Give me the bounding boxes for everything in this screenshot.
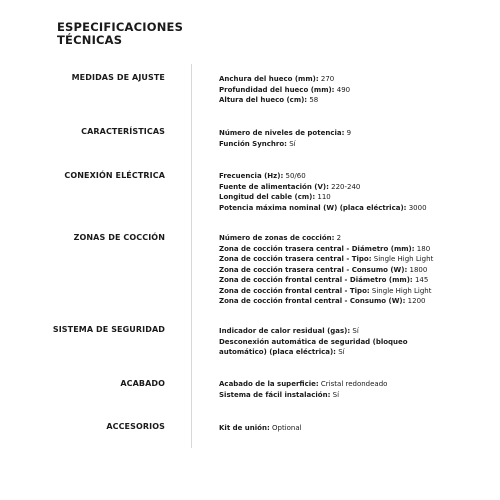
spec-row: [219, 128, 459, 139]
spec-row: [219, 296, 459, 307]
spec-list: [219, 171, 459, 213]
spec-value: 220-240: [331, 182, 361, 191]
section-label: CONEXIÓN ELÉCTRICA: [64, 171, 165, 180]
spec-row: [219, 85, 459, 96]
spec-row: [219, 182, 459, 193]
spec-row: [219, 74, 459, 85]
spec-row: [219, 337, 444, 358]
spec-value: Sí: [332, 390, 340, 399]
spec-value: 3000: [408, 203, 427, 212]
spec-key: Número de niveles de potencia:: [219, 129, 345, 137]
spec-key: Fuente de alimentación (V):: [219, 182, 329, 191]
spec-value: Single High Light: [373, 255, 434, 263]
spec-key: Zona de cocción trasera central - Consumo (W):: [219, 265, 408, 274]
section-label: SISTEMA DE SEGURIDAD: [52, 325, 165, 334]
spec-value: 180: [416, 244, 431, 253]
spec-key: Profundidad del hueco (mm):: [219, 85, 335, 94]
spec-row: [219, 95, 459, 106]
spec-value: Single High Light: [371, 286, 432, 295]
spec-key: Indicador de calor residual (gas):: [219, 327, 351, 335]
spec-key: Frecuencia (Hz):: [219, 172, 284, 180]
section-label: ACABADO: [120, 379, 165, 388]
spec-value: Optional: [272, 424, 302, 432]
spec-list: [219, 128, 459, 149]
spec-value: 9: [346, 129, 352, 137]
section-label: CARACTERÍSTICAS: [81, 127, 165, 136]
spec-value: Cristal redondeado: [320, 380, 388, 388]
section-label: MEDIDAS DE AJUSTE: [71, 73, 165, 82]
spec-value: 50/60: [285, 172, 306, 180]
spec-key: Altura del hueco (cm):: [219, 96, 308, 104]
spec-value: 490: [336, 85, 351, 94]
spec-row: [219, 171, 459, 182]
spec-value: 270: [320, 75, 335, 83]
spec-value: Sí: [338, 348, 345, 356]
spec-value: 2: [336, 234, 342, 242]
spec-key: Potencia máxima nominal (W) (placa eléctrica):: [219, 203, 407, 212]
spec-list: [219, 423, 459, 434]
spec-value: 58: [309, 96, 319, 104]
spec-row: [219, 286, 459, 297]
spec-key: Desconexión automática de seguridad (bloqueo automático) (placa eléctrica):: [219, 337, 408, 356]
spec-value: Sí: [289, 139, 296, 148]
spec-row: [219, 275, 459, 286]
spec-key: Zona de cocción trasera central - Tipo:: [219, 255, 372, 263]
spec-row: [219, 254, 459, 265]
spec-row: [219, 203, 459, 214]
spec-row: [219, 390, 459, 401]
spec-list: [219, 326, 459, 358]
page-title-line-1: ESPECIFICACIONES: [57, 20, 184, 34]
section-label: ACCESORIOS: [106, 422, 165, 431]
spec-key: Longitud del cable (cm):: [219, 193, 316, 201]
spec-row: [219, 233, 459, 244]
spec-key: Número de zonas de cocción:: [219, 234, 335, 242]
spec-key: Acabado de la superficie:: [219, 380, 319, 388]
spec-row: [219, 265, 459, 276]
spec-list: [219, 74, 459, 106]
spec-key: Kit de unión:: [219, 424, 270, 432]
section-label: ZONAS DE COCCIÓN: [73, 233, 165, 242]
spec-key: Sistema de fácil instalación:: [219, 390, 331, 399]
spec-value: 145: [414, 276, 429, 284]
spec-row: [219, 139, 459, 150]
spec-value: 1800: [409, 265, 428, 274]
spec-value: 110: [317, 193, 331, 201]
spec-key: Zona de cocción trasera central - Diámetro (mm):: [219, 244, 415, 253]
column-divider: [191, 64, 192, 448]
spec-row: [219, 326, 459, 337]
spec-value: 1200: [407, 297, 426, 305]
spec-row: [219, 423, 459, 434]
spec-key: Zona de cocción frontal central - Tipo:: [219, 286, 370, 295]
spec-value: Sí: [352, 327, 359, 335]
spec-row: [219, 379, 459, 390]
spec-key: Anchura del hueco (mm):: [219, 75, 319, 83]
spec-list: [219, 233, 459, 307]
spec-row: [219, 192, 459, 203]
spec-key: Función Synchro:: [219, 139, 287, 148]
page-title-line-2: TÉCNICAS: [57, 33, 123, 47]
page-title: [57, 21, 183, 47]
spec-key: Zona de cocción frontal central - Diámetro (mm):: [219, 276, 413, 284]
spec-key: Zona de cocción frontal central - Consumo (W):: [219, 297, 406, 305]
spec-row: [219, 244, 459, 255]
spec-list: [219, 379, 459, 400]
